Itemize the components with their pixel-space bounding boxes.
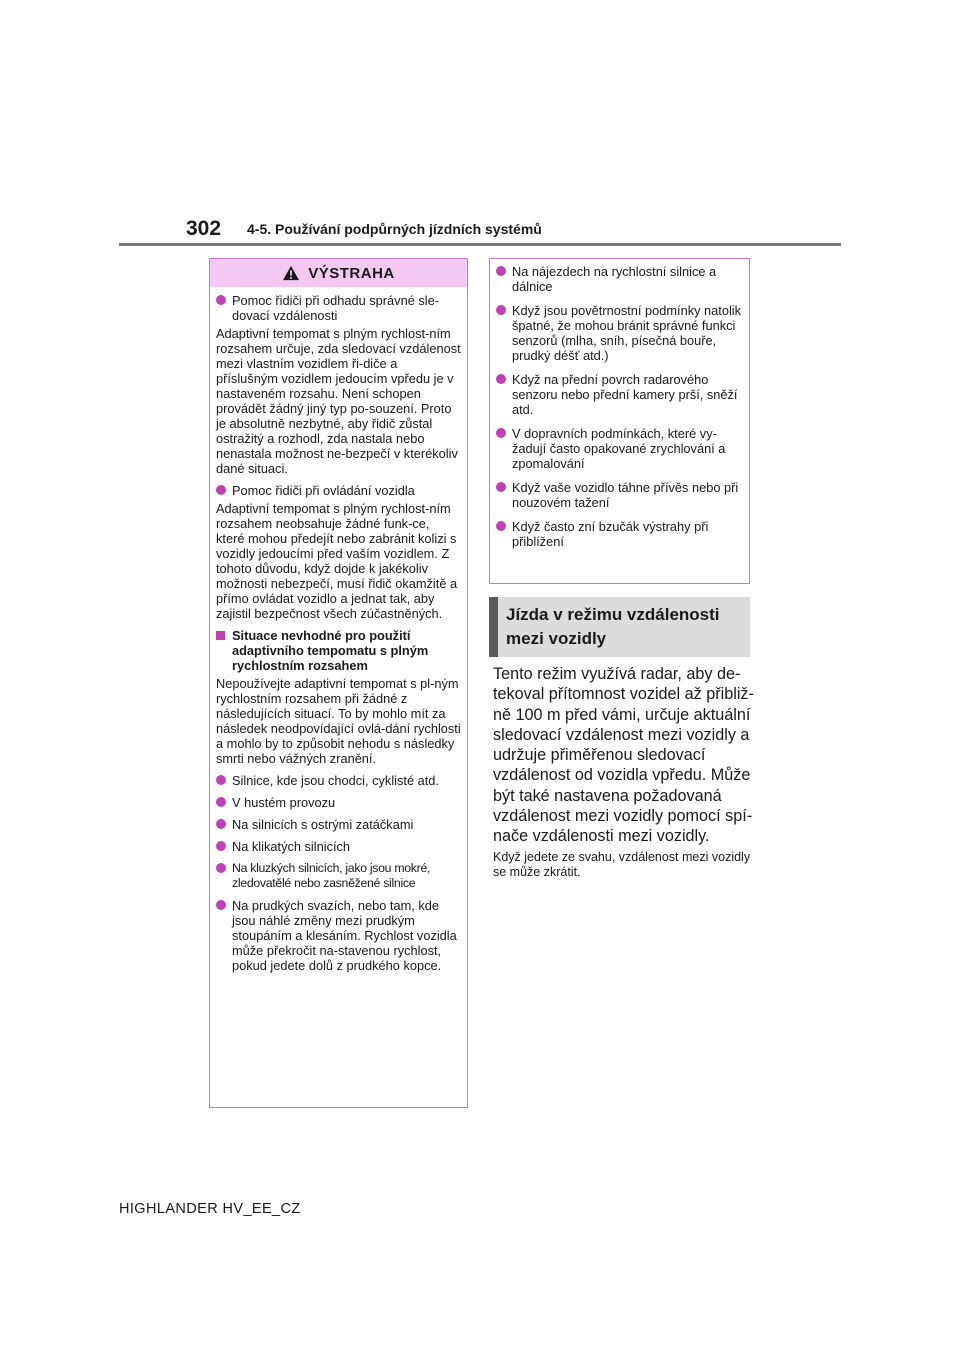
bullet-dot-icon	[216, 863, 226, 873]
warning-bullet-text: Silnice, kde jsou chodci, cyklisté atd.	[232, 773, 439, 788]
bullet-dot-icon	[496, 266, 506, 276]
warning-subheading	[216, 628, 461, 673]
list-item-text: V dopravních podmínkách, které vy-žadují často opakované zrychlování a zpomalování	[512, 426, 726, 471]
bullet-dot-icon	[216, 900, 226, 910]
warning-triangle-icon	[282, 265, 300, 281]
list-item-text: Na nájezdech na rychlostní silnice a dálnice	[512, 264, 717, 294]
warning-paragraph: Nepoužívejte adaptivní tempomat s pl-ným rychlostním rozsahem při žádné z následujících situací. To by mohlo mít za následek neodpovídající ovlá-dání rychlosti a mohlo by to způsobit nehodu s následky smrti nebo vážných zranění.	[216, 676, 461, 766]
warning-bullet	[216, 773, 461, 788]
warning-bullet	[216, 839, 461, 854]
list-item-text: Když často zní bzučák výstrahy při přiblížení	[512, 519, 709, 549]
bullet-dot-icon	[216, 797, 226, 807]
bullet-dot-icon	[216, 775, 226, 785]
bullet-dot-icon	[496, 428, 506, 438]
list-item	[496, 372, 743, 417]
section-heading: Jízda v režimu vzdálenosti mezi vozidly	[489, 597, 750, 657]
warning-paragraph: Adaptivní tempomat s plným rychlost-ním rozsahem určuje, zda sledovací vzdálenost mezi vlastním vozidlem ři-diče a příslušným vozidlem jedoucím vpředu je v nastaveném rozsahu. Není schopen provádět žádný jiný typ po-souzení. Proto je absolutně nezbytné, aby řidič zůstal ostražitý a rozhodl, zda nastala nebo nenastala možnost ne-bezpečí v kterékoliv dané situaci.	[216, 326, 461, 476]
bullet-square-icon	[216, 631, 225, 640]
list-item	[496, 264, 743, 294]
warning-bullet	[216, 483, 461, 498]
situations-list-box	[489, 258, 750, 584]
bullet-dot-icon	[496, 305, 506, 315]
warning-bullet	[216, 795, 461, 810]
warning-bullet-text: Na kluzkých silnicích, jako jsou mokré, zledovatělé nebo zasněžené silnice	[232, 861, 431, 890]
warning-bullet	[216, 293, 461, 323]
page-number: 302	[186, 217, 222, 240]
bullet-dot-icon	[216, 819, 226, 829]
bullet-dot-icon	[496, 482, 506, 492]
warning-bullet-text: Pomoc řidiči při odhadu správné sle-dovací vzdálenosti	[232, 293, 439, 323]
bullet-dot-icon	[216, 295, 226, 305]
list-item	[496, 480, 743, 510]
warning-bullet-text: V hustém provozu	[232, 795, 336, 810]
list-item-text: Když jsou povětrnostní podmínky natolik špatné, že mohou bránit správné funkci senzorů (mlha, sníh, písečná bouře, prudký déšť atd.)	[512, 303, 742, 363]
warning-bullet	[216, 817, 461, 832]
warning-body	[210, 287, 467, 973]
warning-title: VÝSTRAHA	[308, 264, 395, 282]
warning-title-bar	[210, 259, 467, 287]
warning-bullet	[216, 861, 461, 891]
warning-bullet-text: Na silnicích s ostrými zatáčkami	[232, 817, 414, 832]
bullet-dot-icon	[496, 521, 506, 531]
warning-bullet-text: Pomoc řidiči při ovládání vozidla	[232, 483, 415, 498]
list-item-text: Když na přední povrch radarového senzoru nebo přední kamery prší, sněží atd.	[512, 372, 738, 417]
list-item	[496, 426, 743, 471]
header-divider	[119, 243, 841, 246]
section-body-text: Tento režim využívá radar, aby de-tekoval přítomnost vozidel až přibliž-ně 100 m před vámi, určuje aktuální sledovací vzdálenost mezi vozidly a udržuje přiměřenou sledovací vzdálenost od vozidla vpředu. Může být také nastavena požadovaná vzdálenost mezi vozidly pomocí spí-nače vzdálenosti mezi vozidly.	[493, 665, 754, 846]
warning-bullet-text: Na prudkých svazích, nebo tam, kde jsou náhlé změny mezi prudkým stoupáním a klesáním. Rychlost vozidla může překročit na-stavenou rychlost, pokud jedete dolů z prudkého kopce.	[232, 898, 457, 973]
list-item	[496, 519, 743, 549]
footer-model-code: HIGHLANDER HV_EE_CZ	[119, 1201, 301, 1217]
bullet-dot-icon	[496, 374, 506, 384]
warning-paragraph: Adaptivní tempomat s plným rychlost-ním rozsahem neobsahuje žádné funk-ce, které mohou předejít nebo zabránit kolizi s vozidly jedoucími před vaším vozidlem. Z tohoto důvodu, když dojde k jakékoliv možnosti nebezpečí, musí řidič okamžitě a přímo ovládat vozidlo a jednat tak, aby zajistil bezpečnost všech zúčastněných.	[216, 501, 458, 621]
warning-box	[209, 258, 468, 1108]
warning-subheading-text: Situace nevhodné pro použití adaptivního tempomatu s plným rychlostním rozsahem	[232, 628, 429, 673]
list-item-text: Když vaše vozidlo táhne přívěs nebo při nouzovém tažení	[512, 480, 739, 510]
bullet-dot-icon	[216, 485, 226, 495]
warning-bullet-text: Na klikatých silnicích	[232, 839, 351, 854]
bullet-dot-icon	[216, 841, 226, 851]
warning-bullet	[216, 898, 461, 973]
list-item	[496, 303, 743, 363]
section-header-title: 4-5. Používání podpůrných jízdních systémů	[247, 221, 542, 237]
section-note-text: Když jedete ze svahu, vzdálenost mezi vozidly se může zkrátit.	[493, 850, 751, 879]
